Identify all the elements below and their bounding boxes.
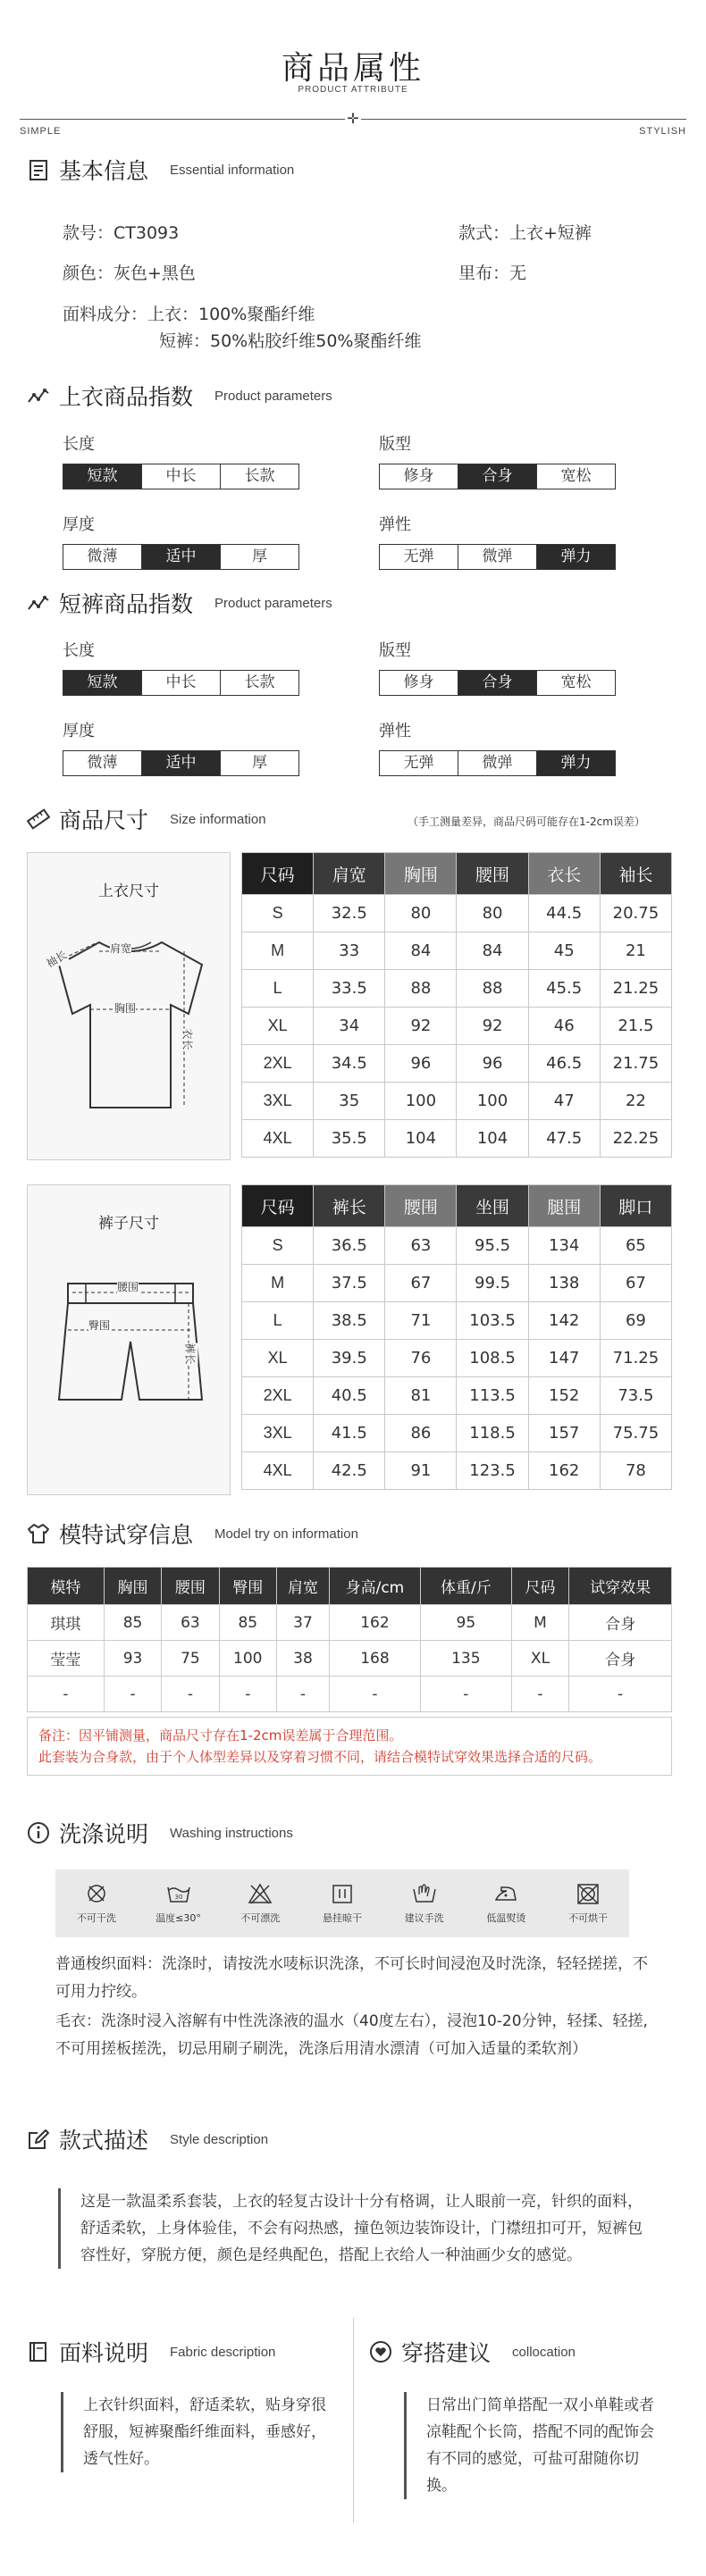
heart-circle-icon bbox=[369, 2340, 392, 2363]
table-cell: 63 bbox=[385, 1227, 457, 1265]
table-row bbox=[242, 1083, 672, 1120]
table-header-row bbox=[242, 853, 672, 895]
table-cell: 134 bbox=[528, 1227, 600, 1265]
collocation-heading bbox=[369, 2334, 576, 2370]
table-row bbox=[242, 1340, 672, 1377]
table-cell: - bbox=[569, 1677, 672, 1712]
table-header-row bbox=[28, 1568, 672, 1605]
param-label: 厚度 bbox=[63, 515, 95, 534]
param-label: 弹性 bbox=[379, 515, 411, 534]
table-cell: 162 bbox=[528, 1452, 600, 1490]
wash-item bbox=[311, 1882, 374, 1925]
table-row bbox=[242, 1377, 672, 1415]
table-row bbox=[242, 1265, 672, 1302]
table-cell: 21 bbox=[600, 933, 671, 970]
table-row bbox=[242, 1415, 672, 1452]
table-cell: 85 bbox=[104, 1605, 161, 1641]
figure-title: 裤子尺寸 bbox=[98, 1215, 159, 1233]
wash-label: 建议手洗 bbox=[404, 1912, 444, 1924]
model-heading bbox=[27, 1516, 358, 1551]
top-size-figure bbox=[27, 852, 231, 1160]
table-row bbox=[242, 933, 672, 970]
param-option: 无弹 bbox=[380, 545, 458, 569]
table-row bbox=[28, 1641, 672, 1677]
section-title: 洗涤说明 bbox=[59, 1821, 149, 1847]
column-header: 尺码 bbox=[242, 1185, 314, 1227]
note-line: 备注：因平铺测量，商品尺寸存在1-2cm误差属于合理范围。 bbox=[38, 1727, 403, 1744]
table-cell: 3XL bbox=[242, 1415, 314, 1452]
param-bar bbox=[63, 464, 299, 489]
length-label: 裤长 bbox=[183, 1342, 197, 1365]
page-subtitle: PRODUCT ATTRIBUTE bbox=[298, 85, 408, 95]
table-cell: 合身 bbox=[569, 1605, 672, 1641]
table-cell: 67 bbox=[600, 1265, 671, 1302]
param-option: 宽松 bbox=[560, 673, 592, 691]
table-cell: L bbox=[242, 970, 314, 1008]
table-cell: 93 bbox=[104, 1641, 161, 1677]
table-cell: 86 bbox=[385, 1415, 457, 1452]
param-option: 适中 bbox=[142, 751, 221, 775]
section-title-en: Style description bbox=[170, 2131, 269, 2147]
section-title-en: Essential information bbox=[170, 162, 295, 178]
table-cell: 22.25 bbox=[600, 1120, 671, 1158]
table-cell: 20.75 bbox=[600, 895, 671, 933]
param-label: 版型 bbox=[379, 435, 411, 454]
wash-item bbox=[229, 1882, 291, 1925]
table-cell: 47 bbox=[528, 1083, 600, 1120]
plus-icon: ✛ bbox=[345, 109, 361, 129]
table-cell: 38 bbox=[276, 1641, 329, 1677]
param-label: 长度 bbox=[63, 641, 95, 660]
table-cell: 45.5 bbox=[528, 970, 600, 1008]
table-cell: 21.75 bbox=[600, 1045, 671, 1083]
top-fit-param bbox=[379, 431, 620, 489]
table-cell: 104 bbox=[457, 1120, 528, 1158]
table-cell: 108.5 bbox=[457, 1340, 528, 1377]
table-cell: 4XL bbox=[242, 1120, 314, 1158]
section-title: 模特试穿信息 bbox=[59, 1522, 194, 1548]
shirt-icon bbox=[27, 1522, 50, 1545]
param-option: 无弹 bbox=[380, 751, 458, 775]
param-option: 宽松 bbox=[560, 467, 592, 485]
column-header: 腰围 bbox=[385, 1185, 457, 1227]
shoulder-label: 肩宽 bbox=[110, 942, 132, 955]
table-cell: 琪琪 bbox=[28, 1605, 105, 1641]
table-cell: 34.5 bbox=[314, 1045, 385, 1083]
table-cell: 135 bbox=[420, 1641, 511, 1677]
column-divider bbox=[353, 2318, 354, 2523]
table-cell: 合身 bbox=[569, 1641, 672, 1677]
wash-item bbox=[475, 1882, 537, 1925]
column-header: 胸围 bbox=[104, 1568, 161, 1605]
table-cell: 46 bbox=[528, 1008, 600, 1045]
chest-label: 胸围 bbox=[114, 1002, 137, 1015]
column-header: 裤长 bbox=[314, 1185, 385, 1227]
document-icon bbox=[27, 158, 50, 181]
table-cell: 73.5 bbox=[600, 1377, 671, 1415]
section-title-en: Washing instructions bbox=[170, 1825, 293, 1841]
table-cell: 100 bbox=[385, 1083, 457, 1120]
table-cell: 103.5 bbox=[457, 1302, 528, 1340]
table-row bbox=[242, 1227, 672, 1265]
param-option: 厚 bbox=[252, 548, 267, 565]
table-cell: 莹莹 bbox=[28, 1641, 105, 1677]
table-cell: 75 bbox=[162, 1641, 219, 1677]
table-cell: 118.5 bbox=[457, 1415, 528, 1452]
column-header: 模特 bbox=[28, 1568, 105, 1605]
param-bar bbox=[63, 750, 299, 776]
table-cell: 44.5 bbox=[528, 895, 600, 933]
column-header: 腿围 bbox=[528, 1185, 600, 1227]
table-cell: 76 bbox=[385, 1340, 457, 1377]
collocation-quote bbox=[404, 2392, 663, 2499]
table-cell: 95.5 bbox=[457, 1227, 528, 1265]
table-cell: - bbox=[329, 1677, 420, 1712]
param-option: 中长 bbox=[142, 671, 221, 695]
param-option: 微弹 bbox=[458, 751, 537, 775]
column-header: 体重/斤 bbox=[420, 1568, 511, 1605]
collocation-text: 日常出门简单搭配一双小单鞋或者凉鞋配个长筒，搭配不同的配饰会有不同的感觉，可盐可甜随你切换。 bbox=[426, 2396, 654, 2495]
param-bar bbox=[379, 464, 616, 489]
hand-wash-icon bbox=[411, 1882, 438, 1905]
param-bar bbox=[379, 544, 616, 570]
table-cell: 2XL bbox=[242, 1045, 314, 1083]
top-thickness-param bbox=[63, 512, 304, 570]
section-title: 上衣商品指数 bbox=[59, 384, 194, 410]
table-row bbox=[242, 1120, 672, 1158]
top-size-table bbox=[241, 852, 672, 1158]
table-cell: - bbox=[104, 1677, 161, 1712]
wash-label: 悬挂晾干 bbox=[322, 1912, 362, 1924]
table-cell: 104 bbox=[385, 1120, 457, 1158]
table-cell: 37.5 bbox=[314, 1265, 385, 1302]
table-cell: 92 bbox=[457, 1008, 528, 1045]
param-option: 中长 bbox=[142, 464, 221, 489]
wash-label: 温度≤30° bbox=[155, 1912, 201, 1924]
param-option: 合身 bbox=[458, 464, 537, 489]
table-cell: - bbox=[511, 1677, 568, 1712]
ruler-icon bbox=[27, 807, 50, 831]
param-bar bbox=[63, 544, 299, 570]
table-cell: 162 bbox=[329, 1605, 420, 1641]
param-option: 适中 bbox=[142, 545, 221, 569]
fabric-heading bbox=[27, 2334, 275, 2370]
table-row bbox=[242, 970, 672, 1008]
param-label: 弹性 bbox=[379, 722, 411, 740]
table-cell: 88 bbox=[457, 970, 528, 1008]
info-icon bbox=[27, 1821, 50, 1844]
table-cell: - bbox=[276, 1677, 329, 1712]
table-cell: - bbox=[162, 1677, 219, 1712]
table-cell: 45 bbox=[528, 933, 600, 970]
section-title: 穿搭建议 bbox=[401, 2340, 492, 2366]
style-quote bbox=[58, 2188, 657, 2269]
table-cell: 84 bbox=[457, 933, 528, 970]
wash-30-icon bbox=[165, 1882, 192, 1905]
shorts-thickness-param bbox=[63, 718, 304, 776]
lining-info: 里布：无 bbox=[458, 263, 527, 283]
size-heading bbox=[27, 801, 266, 837]
table-row bbox=[28, 1677, 672, 1712]
column-header: 胸围 bbox=[385, 853, 457, 895]
table-cell: 33 bbox=[314, 933, 385, 970]
edit-icon bbox=[27, 2128, 50, 2151]
table-cell: M bbox=[242, 1265, 314, 1302]
table-row bbox=[242, 1045, 672, 1083]
table-cell: 41.5 bbox=[314, 1415, 385, 1452]
param-option: 短款 bbox=[63, 671, 142, 695]
wash-heading bbox=[27, 1815, 293, 1851]
table-cell: 37 bbox=[276, 1605, 329, 1641]
wash-icons-bar bbox=[55, 1869, 629, 1937]
hang-dry-icon bbox=[329, 1882, 356, 1905]
table-cell: 22 bbox=[600, 1083, 671, 1120]
column-header: 袖长 bbox=[600, 853, 671, 895]
table-cell: 47.5 bbox=[528, 1120, 600, 1158]
top-params-heading bbox=[27, 378, 332, 414]
column-header: 腰围 bbox=[457, 853, 528, 895]
param-bar bbox=[63, 670, 299, 696]
column-header: 坐围 bbox=[457, 1185, 528, 1227]
wash-para-1: 普通梭织面料：洗涤时，请按洗水唛标识洗涤，不可长时间浸泡及时洗涤，轻轻搓搓，不可用力拧绞。 bbox=[55, 1955, 648, 2001]
column-header: 身高/cm bbox=[329, 1568, 420, 1605]
column-header: 尺码 bbox=[511, 1568, 568, 1605]
table-cell: - bbox=[28, 1677, 105, 1712]
table-cell: 33.5 bbox=[314, 970, 385, 1008]
low-iron-icon bbox=[492, 1882, 519, 1905]
wash-label: 不可漂洗 bbox=[240, 1912, 281, 1924]
hip-label: 臀围 bbox=[88, 1319, 111, 1332]
column-header: 衣长 bbox=[528, 853, 600, 895]
table-cell: 78 bbox=[600, 1452, 671, 1490]
waist-label: 腰围 bbox=[117, 1281, 139, 1293]
param-option: 修身 bbox=[380, 671, 458, 695]
table-cell: M bbox=[511, 1605, 568, 1641]
table-cell: 40.5 bbox=[314, 1377, 385, 1415]
section-title-en: collocation bbox=[512, 2344, 576, 2360]
table-cell: 168 bbox=[329, 1641, 420, 1677]
wash-item bbox=[147, 1882, 210, 1925]
param-option: 短款 bbox=[63, 464, 142, 489]
param-option: 弹力 bbox=[537, 545, 615, 569]
column-header: 腰围 bbox=[162, 1568, 219, 1605]
color-info: 颜色：灰色+黑色 bbox=[63, 263, 196, 283]
table-cell: 123.5 bbox=[457, 1452, 528, 1490]
table-cell: 100 bbox=[219, 1641, 276, 1677]
wash-label: 低温熨烫 bbox=[486, 1912, 526, 1924]
table-cell: 91 bbox=[385, 1452, 457, 1490]
shorts-size-figure bbox=[27, 1184, 231, 1495]
table-header-row bbox=[242, 1185, 672, 1227]
table-cell: 63 bbox=[162, 1605, 219, 1641]
param-option: 微薄 bbox=[63, 545, 142, 569]
table-cell: S bbox=[242, 1227, 314, 1265]
note-line: 此套装为合身款，由于个人体型差异以及穿着习惯不同，请结合模特试穿效果选择合适的尺码。 bbox=[38, 1749, 602, 1765]
model-table bbox=[27, 1567, 672, 1712]
table-cell: 2XL bbox=[242, 1377, 314, 1415]
section-title-en: Size information bbox=[170, 811, 266, 827]
section-title: 基本信息 bbox=[59, 158, 149, 184]
table-cell: 75.75 bbox=[600, 1415, 671, 1452]
param-option: 微弹 bbox=[458, 545, 537, 569]
wash-item bbox=[65, 1882, 128, 1925]
table-cell: 21.5 bbox=[600, 1008, 671, 1045]
table-cell: 3XL bbox=[242, 1083, 314, 1120]
trend-line-icon bbox=[27, 591, 50, 615]
table-row bbox=[242, 1008, 672, 1045]
attribute-header bbox=[0, 0, 706, 143]
style-type: 款式：上衣+短裤 bbox=[458, 223, 592, 243]
section-title-en: Fabric description bbox=[170, 2344, 276, 2360]
shorts-size-table bbox=[241, 1184, 672, 1490]
fabric-text: 上衣针织面料，舒适柔软，贴身穿很舒服，短裤聚酯纤维面料，垂感好，透气性好。 bbox=[83, 2396, 326, 2468]
size-note: （手工测量差异，商品尺码可能存在1-2cm误差） bbox=[408, 815, 645, 828]
book-icon bbox=[27, 2340, 50, 2363]
table-cell: 71 bbox=[385, 1302, 457, 1340]
table-cell: 138 bbox=[528, 1265, 600, 1302]
table-cell: 100 bbox=[457, 1083, 528, 1120]
param-option: 长款 bbox=[244, 467, 275, 485]
trend-line-icon bbox=[27, 384, 50, 407]
table-cell: 39.5 bbox=[314, 1340, 385, 1377]
style-heading bbox=[27, 2121, 268, 2157]
table-cell: 34 bbox=[314, 1008, 385, 1045]
section-title: 面料说明 bbox=[59, 2340, 149, 2366]
style-text: 这是一款温柔系套装，上衣的轻复古设计十分有格调，让人眼前一亮，针织的面料，舒适柔软，上身体验佳，不会有闷热感，撞色领边装饰设计，门襟纽扣可开，短裤包容性好，穿脱方便，颜色是经典配色，搭配上衣给人一种油画少女的感觉。 bbox=[80, 2193, 643, 2264]
shorts-length-param bbox=[63, 638, 304, 696]
table-cell: 84 bbox=[385, 933, 457, 970]
table-cell: - bbox=[420, 1677, 511, 1712]
param-option: 微薄 bbox=[63, 751, 142, 775]
table-cell: 85 bbox=[219, 1605, 276, 1641]
right-tag: STYLISH bbox=[639, 126, 686, 137]
param-option: 厚 bbox=[252, 754, 267, 772]
basic-info-heading bbox=[27, 152, 294, 188]
param-label: 厚度 bbox=[63, 722, 95, 740]
param-option: 修身 bbox=[380, 464, 458, 489]
no-tumble-dry-icon bbox=[575, 1882, 601, 1905]
table-cell: 69 bbox=[600, 1302, 671, 1340]
param-label: 长度 bbox=[63, 435, 95, 454]
table-cell: 88 bbox=[385, 970, 457, 1008]
sleeve-label: 袖长 bbox=[44, 948, 70, 970]
table-cell: L bbox=[242, 1302, 314, 1340]
left-tag: SIMPLE bbox=[20, 126, 62, 137]
wash-label: 不可干洗 bbox=[76, 1912, 116, 1924]
table-cell: XL bbox=[242, 1008, 314, 1045]
column-header: 尺码 bbox=[242, 853, 314, 895]
table-cell: XL bbox=[511, 1641, 568, 1677]
table-cell: 92 bbox=[385, 1008, 457, 1045]
table-cell: 67 bbox=[385, 1265, 457, 1302]
table-cell: 99.5 bbox=[457, 1265, 528, 1302]
column-header: 肩宽 bbox=[314, 853, 385, 895]
fabric-top-info: 面料成分：上衣：100%聚酯纤维 bbox=[63, 305, 315, 324]
shorts-elasticity-param bbox=[379, 718, 620, 776]
table-cell: 142 bbox=[528, 1302, 600, 1340]
table-cell: M bbox=[242, 933, 314, 970]
table-cell: XL bbox=[242, 1340, 314, 1377]
table-cell: 81 bbox=[385, 1377, 457, 1415]
top-elasticity-param bbox=[379, 512, 620, 570]
model-note bbox=[27, 1717, 672, 1776]
column-header: 脚口 bbox=[600, 1185, 671, 1227]
column-header: 臀围 bbox=[219, 1568, 276, 1605]
table-cell: 80 bbox=[457, 895, 528, 933]
section-title-en: Model try on information bbox=[214, 1526, 358, 1542]
param-option: 长款 bbox=[244, 673, 275, 691]
column-header: 肩宽 bbox=[276, 1568, 329, 1605]
wash-item bbox=[557, 1882, 619, 1925]
table-cell: 96 bbox=[457, 1045, 528, 1083]
fabric-quote bbox=[61, 2392, 329, 2472]
top-length-param bbox=[63, 431, 304, 489]
fabric-shorts-info: 短裤：50%粘胶纤维50%聚酯纤维 bbox=[159, 331, 422, 351]
shorts-params-heading bbox=[27, 585, 332, 621]
table-cell: 96 bbox=[385, 1045, 457, 1083]
wash-item bbox=[393, 1882, 456, 1925]
table-cell: S bbox=[242, 895, 314, 933]
no-dry-clean-icon bbox=[83, 1882, 110, 1905]
table-cell: 152 bbox=[528, 1377, 600, 1415]
section-title-en: Product parameters bbox=[214, 595, 332, 611]
table-cell: 157 bbox=[528, 1415, 600, 1452]
table-cell: 35 bbox=[314, 1083, 385, 1120]
table-cell: 42.5 bbox=[314, 1452, 385, 1490]
table-cell: 147 bbox=[528, 1340, 600, 1377]
param-label: 版型 bbox=[379, 641, 411, 660]
column-header: 试穿效果 bbox=[569, 1568, 672, 1605]
section-title-en: Product parameters bbox=[214, 388, 332, 404]
table-cell: 21.25 bbox=[600, 970, 671, 1008]
table-cell: 95 bbox=[420, 1605, 511, 1641]
section-title: 短裤商品指数 bbox=[59, 591, 194, 617]
table-cell: 35.5 bbox=[314, 1120, 385, 1158]
param-bar bbox=[379, 750, 616, 776]
param-bar bbox=[379, 670, 616, 696]
table-cell: 32.5 bbox=[314, 895, 385, 933]
no-bleach-icon bbox=[247, 1882, 273, 1905]
table-cell: 46.5 bbox=[528, 1045, 600, 1083]
style-number: 款号：CT3093 bbox=[63, 223, 180, 243]
table-cell: 80 bbox=[385, 895, 457, 933]
table-cell: 71.25 bbox=[600, 1340, 671, 1377]
table-cell: 36.5 bbox=[314, 1227, 385, 1265]
table-row bbox=[242, 895, 672, 933]
table-row bbox=[242, 1302, 672, 1340]
table-row bbox=[242, 1452, 672, 1490]
table-cell: 4XL bbox=[242, 1452, 314, 1490]
length-label: 衣长 bbox=[181, 1028, 194, 1050]
figure-title: 上衣尺寸 bbox=[98, 882, 159, 900]
shorts-fit-param bbox=[379, 638, 620, 696]
param-option: 弹力 bbox=[537, 751, 615, 775]
page-title: 商品属性 bbox=[281, 50, 424, 87]
section-title: 商品尺寸 bbox=[59, 807, 149, 833]
section-title: 款式描述 bbox=[59, 2128, 149, 2154]
table-cell: - bbox=[219, 1677, 276, 1712]
table-row bbox=[28, 1605, 672, 1641]
svg-text:30: 30 bbox=[174, 1894, 183, 1901]
table-cell: 113.5 bbox=[457, 1377, 528, 1415]
table-cell: 65 bbox=[600, 1227, 671, 1265]
wash-para-2: 毛衣：洗涤时浸入溶解有中性洗涤液的温水（40度左右），浸泡10-20分钟，轻揉、轻搓,不可用搓板搓洗，切忌用刷子刷洗，洗涤后用清水漂清（可加入适量的柔软剂） bbox=[55, 2012, 648, 2058]
param-option: 合身 bbox=[458, 671, 537, 695]
wash-label: 不可烘干 bbox=[568, 1912, 609, 1924]
table-cell: 38.5 bbox=[314, 1302, 385, 1340]
